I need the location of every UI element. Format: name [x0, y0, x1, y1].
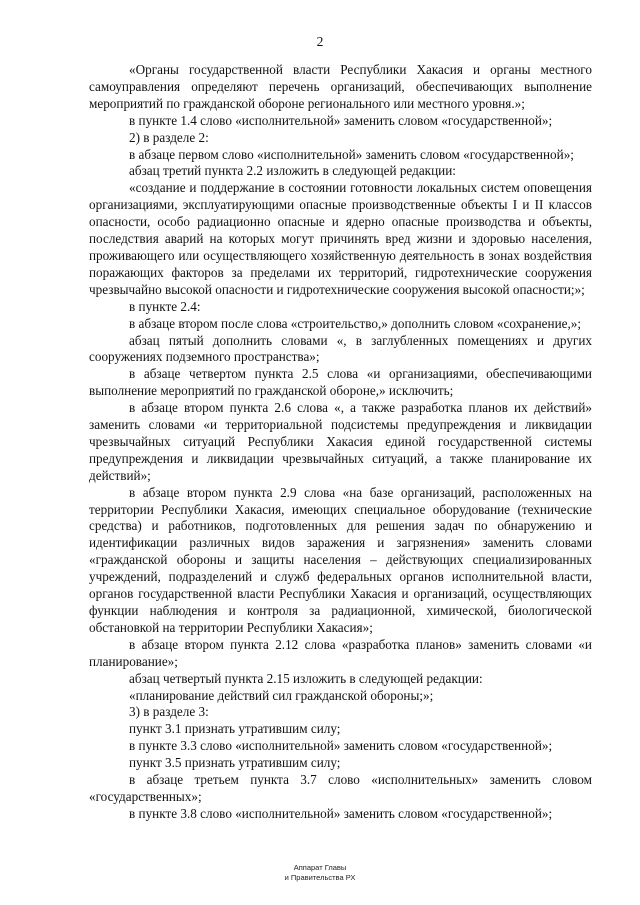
paragraph: в абзаце втором пункта 2.12 слова «разработка планов» заменить словами «и планирование»;	[89, 636, 592, 669]
document-body	[89, 62, 592, 823]
paragraph: 3) в разделе 3:	[129, 704, 209, 720]
paragraph: «создание и поддержание в состоянии готовности локальных систем оповещения организациями, эксплуатирующими опасные производственные объекты I и II классов опасности, особо радиационно опасные и ядерно опасные производства и объекты, последствия аварий на которых могут причинять вред жизни и здоровью населения, проживающего или осуществляющего хозяйственную деятельность в зонах воздействия поражающих факторов за пределами их территорий, гидротехнические сооружения чрезвычайно высокой опасности и гидротехнические сооружения высокой опасности;»;	[89, 180, 592, 297]
paragraph: в абзаце первом слово «исполнительной» заменить словом «государственной»;	[129, 146, 574, 162]
office-stamp	[0, 863, 640, 883]
paragraph: абзац пятый дополнить словами «, в заглубленных помещениях и других сооружениях подземного пространства»;	[89, 332, 592, 365]
stamp-line: Аппарат Главы	[293, 863, 347, 872]
paragraph: «Органы государственной власти Республики Хакасия и органы местного самоуправления определяют перечень организаций, обеспечивающих выполнение мероприятий по гражданской обороне регионального или местного уровня.»;	[89, 62, 592, 111]
paragraph: абзац четвертый пункта 2.15 изложить в следующей редакции:	[129, 670, 483, 686]
paragraph: в абзаце четвертом пункта 2.5 слова «и организациями, обеспечивающими выполнение мероприятий по гражданской обороне,» исключить;	[89, 366, 592, 399]
paragraph: абзац третий пункта 2.2 изложить в следующей редакции:	[129, 163, 456, 179]
paragraph: в абзаце третьем пункта 3.7 слово «исполнительных» заменить словом «государственных»;	[89, 772, 592, 804]
paragraph: в абзаце втором пункта 2.6 слова «, а также разработка планов их действий» заменить словами «и территориальной подсистемы предупреждения и ликвидации чрезвычайных ситуаций Республики Хакасия единой государственной системы предупреждения и ликвидации чрезвычайных ситуаций, а также планирование их действий»;	[89, 400, 592, 483]
paragraph: в пункте 3.3 слово «исполнительной» заменить словом «государственной»;	[129, 738, 553, 754]
paragraph: пункт 3.1 признать утратившим силу;	[129, 721, 341, 737]
paragraph: в пункте 3.8 слово «исполнительной» заменить словом «государственной»;	[129, 805, 553, 821]
paragraph: в абзаце втором пункта 2.9 слова «на базе организаций, расположенных на территории Республики Хакасия, имеющих специальное оборудование (технические средства) и работников, подготовленных для решения задач по обнаружению и идентификации различных видов заражения и загрязнения» заменить словами «гражданской обороны и защиты населения – действующих специализированных учреждений, подразделений и служб федеральных органов исполнительной власти, органов государственной власти Республики Хакасия и организаций, осуществляющих функции наблюдения и контроля за радиационной, химической, биологической обстановкой на территории Республики Хакасия»;	[89, 484, 592, 635]
paragraph: пункт 3.5 признать утратившим силу;	[129, 755, 341, 771]
paragraph: в пункте 2.4:	[129, 298, 201, 314]
paragraph: в пункте 1.4 слово «исполнительной» заменить словом «государственной»;	[129, 112, 553, 128]
page-number: 2	[316, 34, 324, 49]
stamp-line: и Правительства РХ	[284, 873, 356, 882]
paragraph: в абзаце втором после слова «строительство,» дополнить словом «сохранение,»;	[129, 315, 582, 331]
paragraph: «планирование действий сил гражданской обороны;»;	[129, 687, 434, 703]
paragraph: 2) в разделе 2:	[129, 129, 209, 145]
